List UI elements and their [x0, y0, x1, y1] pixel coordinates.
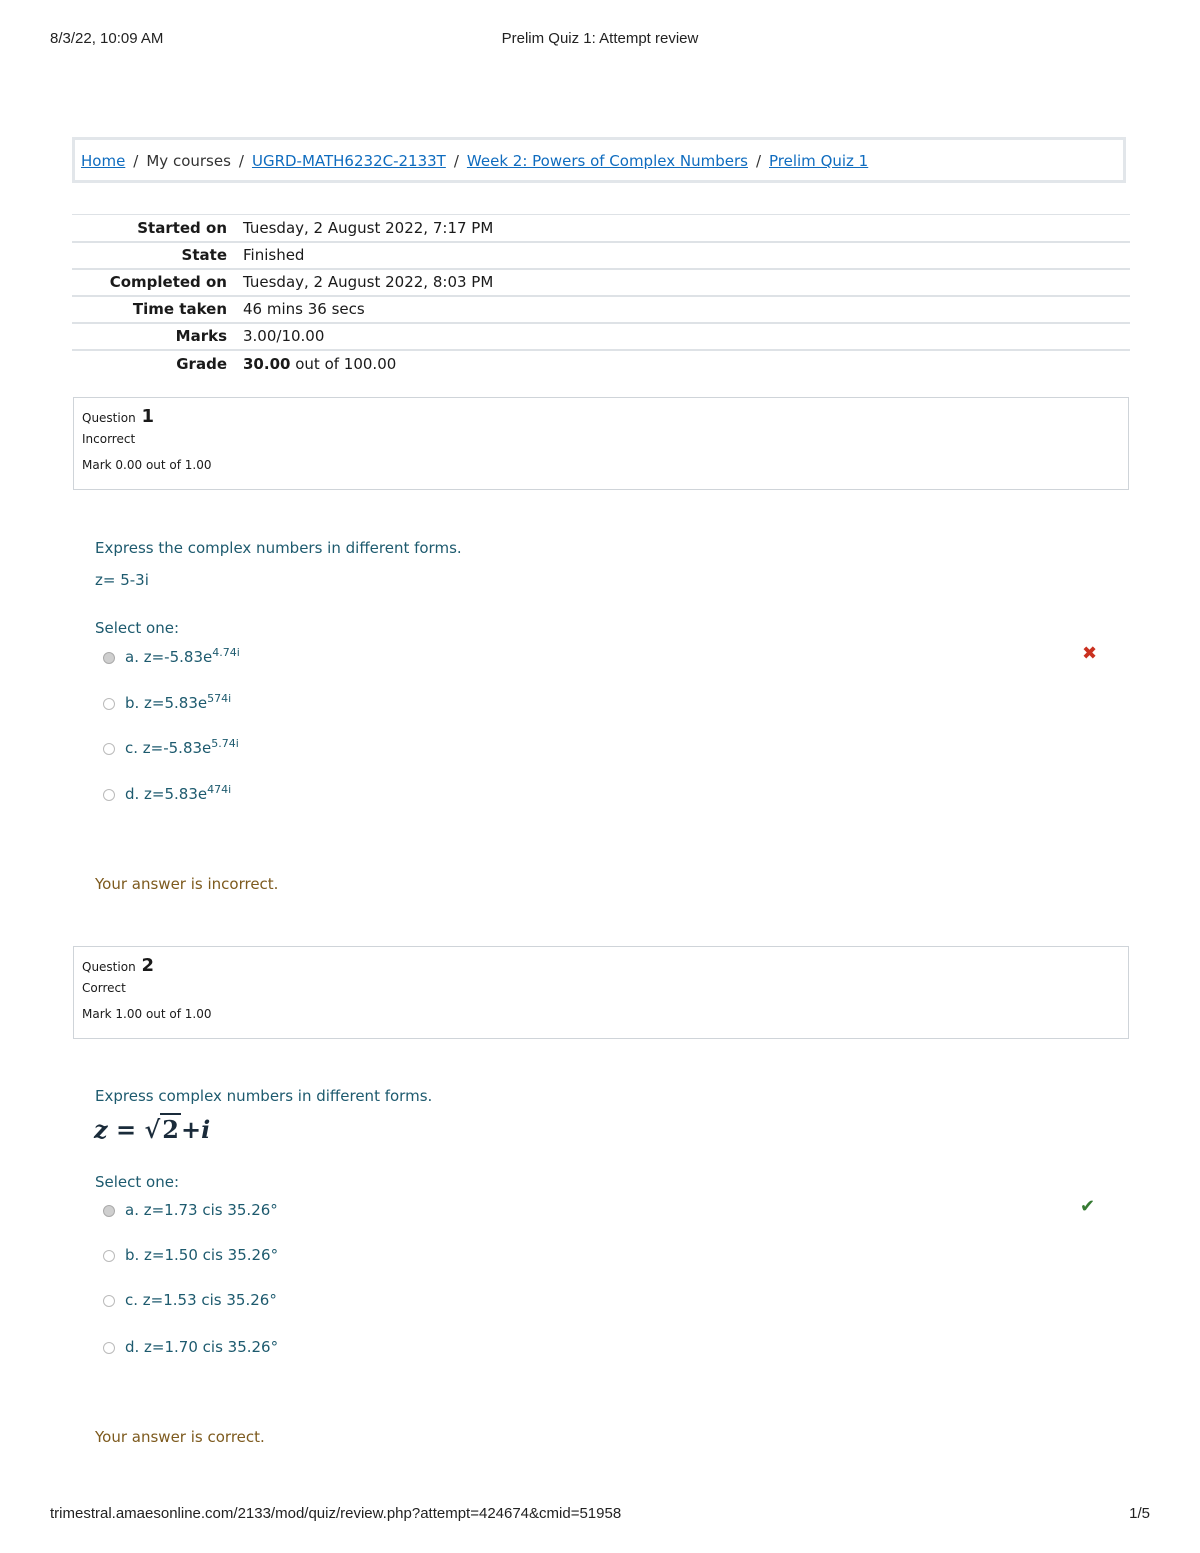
math-equals: = — [116, 1115, 137, 1144]
print-header — [50, 30, 1150, 50]
question-2-text: Express complex numbers in different forms. — [95, 1087, 433, 1105]
print-page-title: Prelim Quiz 1: Attempt review — [501, 30, 699, 47]
grade-score: 30.00 — [243, 354, 291, 373]
math-plus: + — [180, 1115, 202, 1144]
breadcrumb-course-link[interactable]: UGRD-MATH6232C-2133T — [251, 152, 446, 170]
question-label: Question — [82, 411, 136, 425]
q2-option-b[interactable] — [103, 1246, 278, 1266]
summary-value: Tuesday, 2 August 2022, 7:17 PM — [243, 218, 494, 237]
breadcrumb-separator: / — [453, 152, 459, 170]
radio-button[interactable] — [103, 743, 115, 755]
breadcrumb-separator: / — [755, 152, 761, 170]
print-url: trimestral.amaesonline.com/2133/mod/quiz/review.php?attempt=424674&cmid=51958 — [50, 1505, 622, 1522]
radio-button[interactable] — [103, 1295, 115, 1307]
question-1-info — [73, 397, 1129, 490]
summary-row-started — [72, 215, 1130, 242]
radio-button[interactable] — [103, 1205, 115, 1217]
radio-button[interactable] — [103, 1250, 115, 1262]
radio-button[interactable] — [103, 652, 115, 664]
math-imaginary: i — [201, 1115, 211, 1144]
summary-label: State — [181, 246, 227, 264]
breadcrumb-separator: / — [133, 152, 139, 170]
summary-value: 46 mins 36 secs — [243, 300, 365, 318]
breadcrumb-my-courses: My courses — [146, 152, 231, 170]
question-2-feedback: Your answer is correct. — [95, 1428, 265, 1446]
summary-label: Marks — [175, 327, 227, 345]
breadcrumb-quiz-link[interactable]: Prelim Quiz 1 — [769, 152, 869, 170]
option-label: b. z=5.83e — [125, 694, 208, 712]
question-2-math-expression — [94, 1115, 210, 1144]
summary-value: Finished — [243, 246, 305, 264]
question-number-value: 1 — [141, 406, 155, 427]
summary-row-completed — [72, 269, 1130, 296]
option-exponent: 5.74i — [211, 737, 239, 750]
breadcrumb — [72, 137, 1126, 183]
summary-value — [243, 350, 1130, 377]
q2-option-a[interactable] — [103, 1201, 278, 1221]
question-number — [82, 406, 1120, 428]
radio-button[interactable] — [103, 698, 115, 710]
option-exponent: 4.74i — [212, 646, 240, 659]
question-grade: Mark 1.00 out of 1.00 — [82, 1007, 212, 1021]
breadcrumb-home-link[interactable]: Home — [81, 152, 126, 170]
breadcrumb-separator: / — [238, 152, 244, 170]
select-one-prompt: Select one: — [95, 1173, 180, 1191]
radio-button[interactable] — [103, 1342, 115, 1354]
breadcrumb-week-link[interactable]: Week 2: Powers of Complex Numbers — [466, 152, 748, 170]
option-label: d. z=1.70 cis 35.26° — [125, 1338, 279, 1356]
question-number-value: 2 — [141, 955, 155, 976]
question-state: Incorrect — [82, 432, 136, 446]
math-lhs: z — [94, 1115, 108, 1144]
cross-icon: ✖ — [1082, 643, 1098, 664]
option-label: d. z=5.83e — [125, 785, 208, 803]
summary-value: Tuesday, 2 August 2022, 8:03 PM — [243, 273, 494, 291]
question-2-info — [73, 946, 1129, 1039]
math-radicand: 2 — [162, 1115, 179, 1144]
q2-option-d[interactable] — [103, 1338, 278, 1358]
summary-label: Started on — [137, 218, 227, 237]
q1-option-a[interactable] — [103, 646, 240, 666]
question-label: Question — [82, 960, 136, 974]
q1-option-c[interactable] — [103, 737, 239, 757]
summary-row-time-taken — [72, 296, 1130, 323]
option-label: a. z=-5.83e — [125, 648, 213, 666]
option-label: c. z=1.53 cis 35.26° — [125, 1291, 277, 1309]
question-1-feedback: Your answer is incorrect. — [95, 875, 279, 893]
question-number — [82, 955, 1120, 977]
summary-label: Grade — [176, 354, 227, 373]
q1-option-d[interactable] — [103, 783, 231, 803]
q2-option-c[interactable] — [103, 1291, 277, 1311]
summary-label: Time taken — [132, 300, 227, 318]
print-footer — [50, 1505, 1150, 1525]
print-datetime: 8/3/22, 10:09 AM — [50, 30, 164, 47]
option-exponent: 474i — [207, 783, 232, 796]
option-exponent: 574i — [207, 692, 232, 705]
option-label: a. z=1.73 cis 35.26° — [125, 1201, 278, 1219]
question-state: Correct — [82, 981, 126, 995]
check-icon: ✔ — [1080, 1196, 1096, 1217]
summary-value: 3.00/10.00 — [243, 327, 325, 345]
question-1-expression: z= 5-3i — [95, 571, 149, 589]
q1-option-b[interactable] — [103, 692, 231, 712]
question-grade: Mark 0.00 out of 1.00 — [82, 458, 212, 472]
option-label: b. z=1.50 cis 35.26° — [125, 1246, 279, 1264]
option-label: c. z=-5.83e — [125, 739, 212, 757]
summary-label: Completed on — [109, 273, 227, 291]
summary-row-state — [72, 242, 1130, 269]
sqrt-symbol: √ — [144, 1115, 161, 1144]
question-1-text: Express the complex numbers in different forms. — [95, 539, 462, 557]
print-page-number: 1/5 — [1129, 1505, 1150, 1522]
summary-row-marks — [72, 323, 1130, 350]
grade-out-of: out of 100.00 — [295, 354, 397, 373]
radio-button[interactable] — [103, 789, 115, 801]
select-one-prompt: Select one: — [95, 619, 180, 637]
summary-row-grade — [72, 350, 1130, 377]
attempt-summary-table — [72, 214, 1130, 377]
